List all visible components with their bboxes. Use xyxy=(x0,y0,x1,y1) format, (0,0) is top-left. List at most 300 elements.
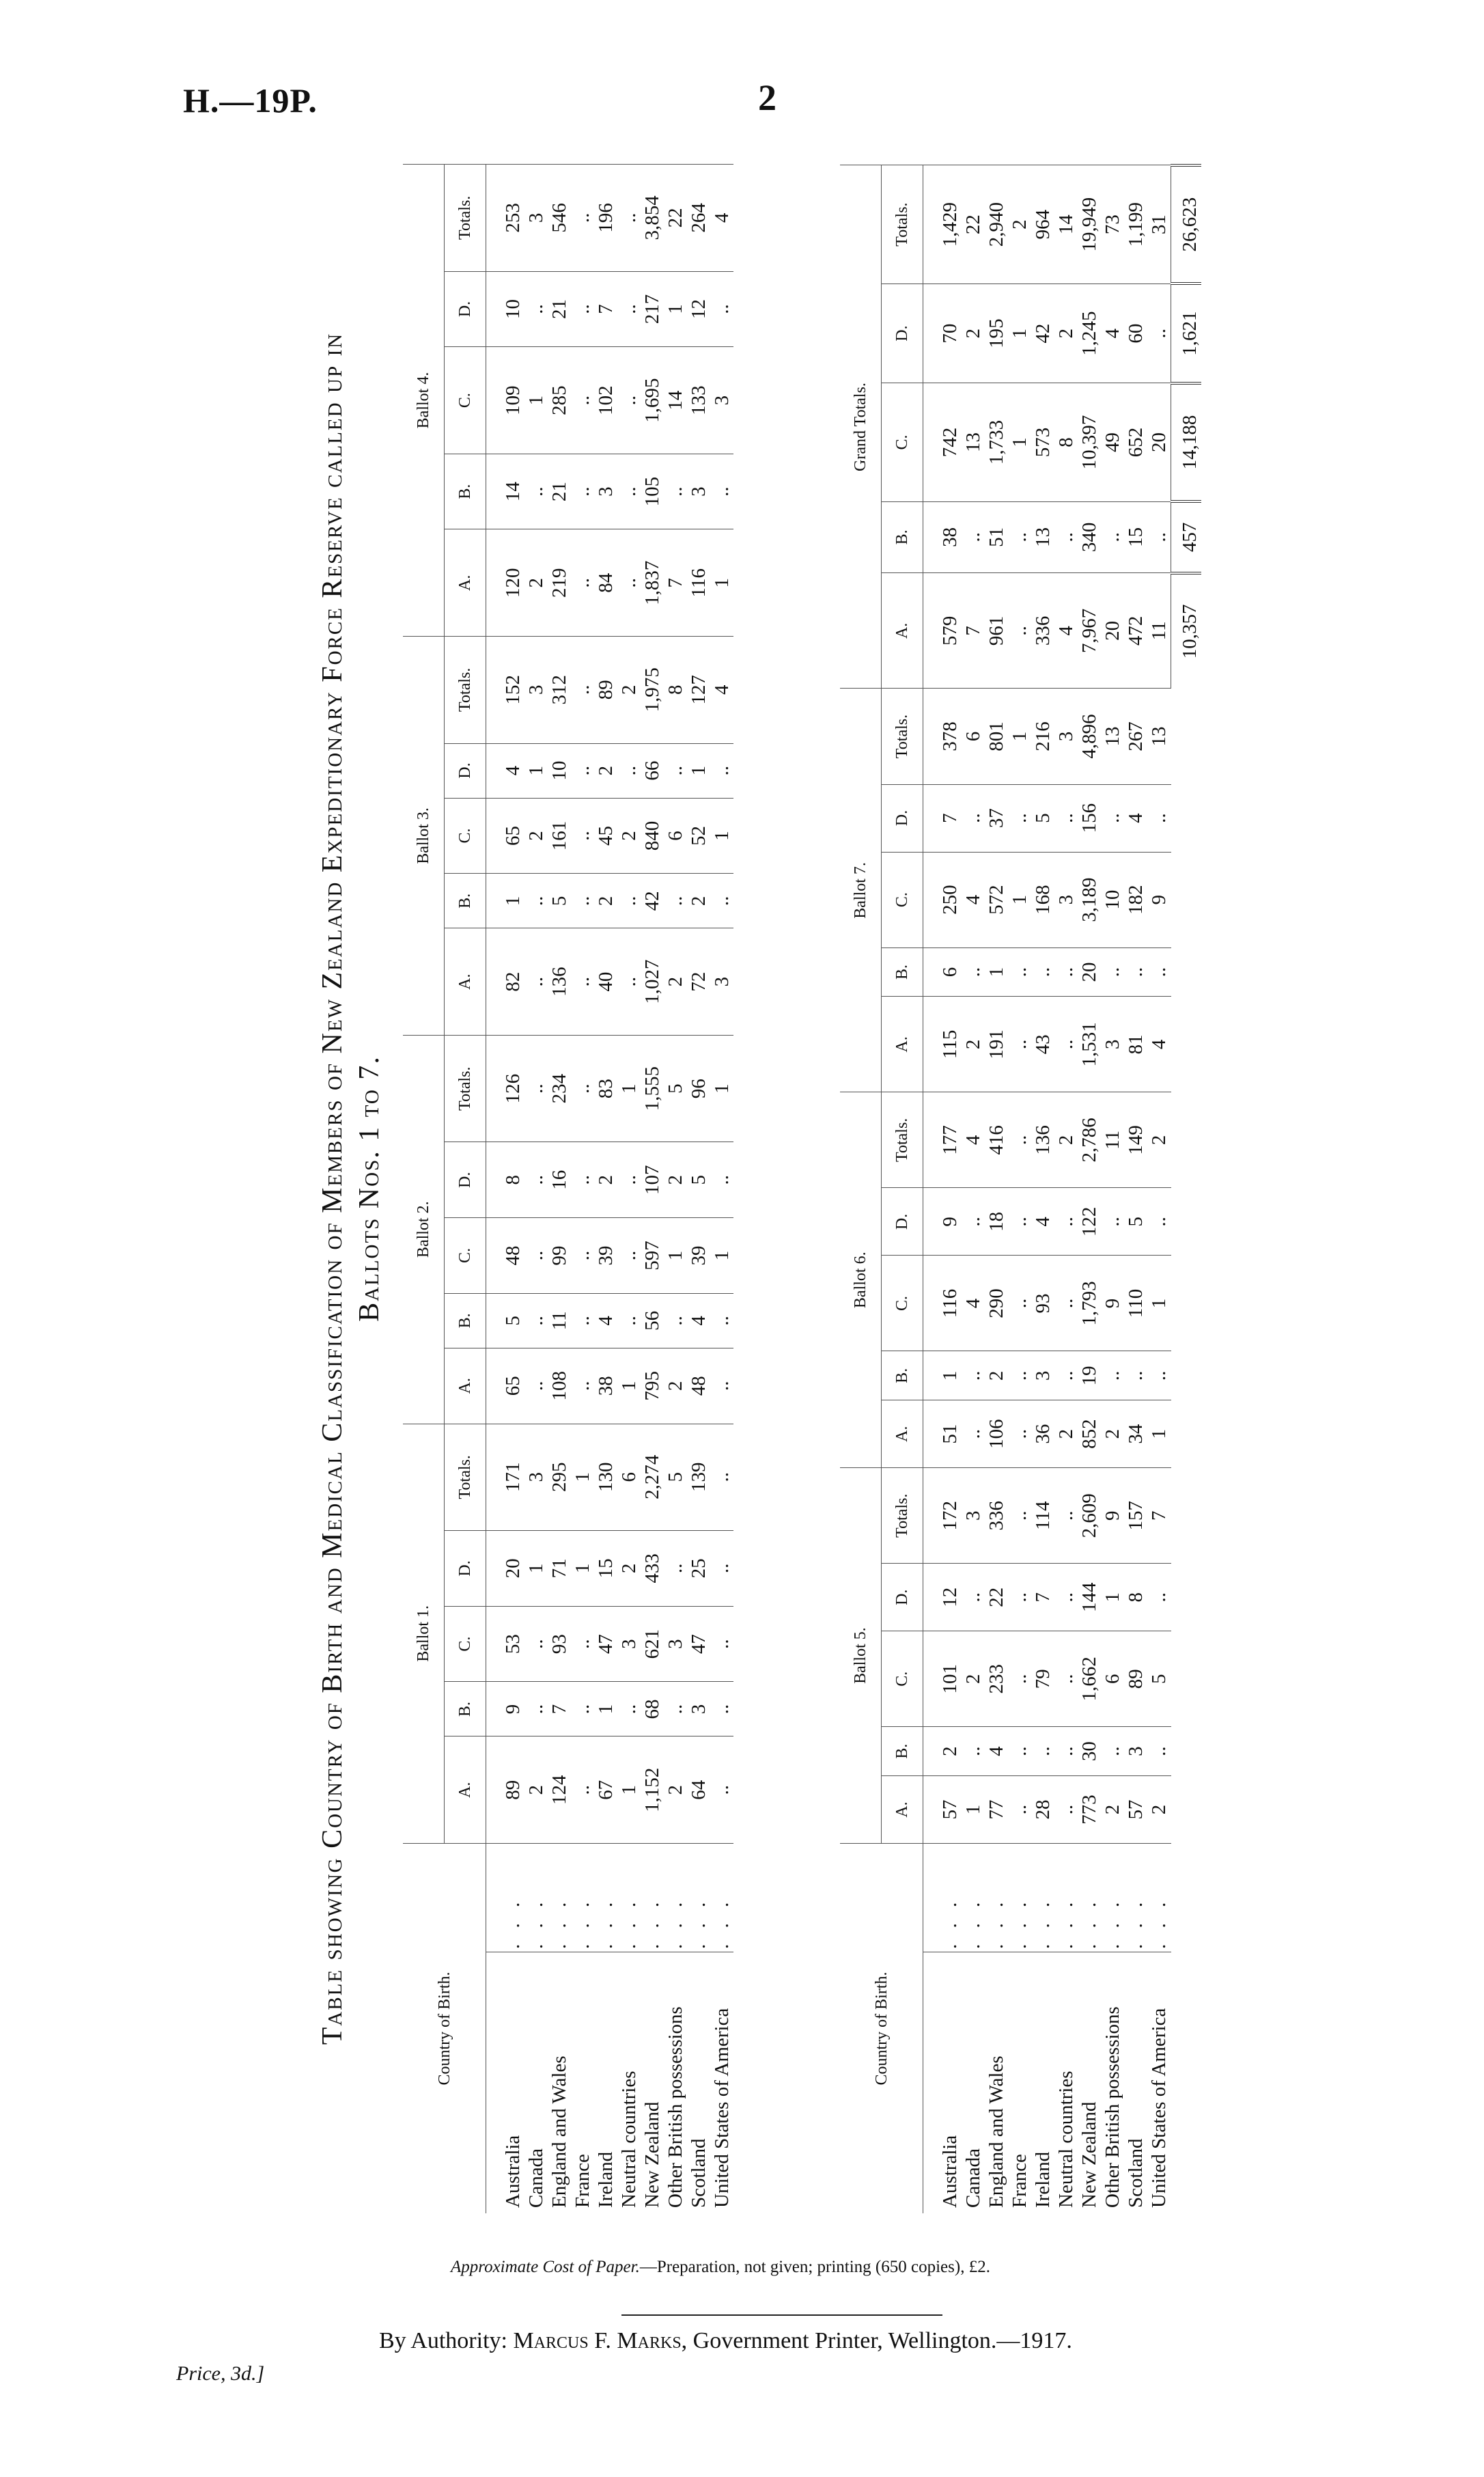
table-cell: 340 xyxy=(1078,501,1101,573)
table-cell: 57 xyxy=(923,1775,962,1843)
table-cell: 82 xyxy=(486,928,525,1036)
table-cell: 168 xyxy=(1031,852,1054,947)
table-cell: 57 xyxy=(1124,1775,1147,1843)
table-cell: 191 xyxy=(985,997,1008,1092)
class-header-a: A. xyxy=(882,997,923,1092)
table-cell: 124 xyxy=(548,1736,571,1844)
table-cell: 2 xyxy=(664,1348,687,1424)
table-cell: 1 xyxy=(1147,1400,1171,1468)
ballot-group-header: Ballot 3. xyxy=(403,637,445,1036)
table-cell: .. xyxy=(1147,947,1171,997)
table-cell: 4 xyxy=(1101,283,1124,383)
table-cell: 2 xyxy=(1054,1400,1078,1468)
leader-dots: . . . xyxy=(1054,1844,1078,1952)
table-cell: .. xyxy=(571,743,594,798)
table-cell: 14 xyxy=(486,454,525,529)
class-header-a: A. xyxy=(445,1348,486,1424)
table-cell: 47 xyxy=(687,1606,710,1682)
table-cell: .. xyxy=(1008,947,1031,997)
leader-dots: . . . xyxy=(1078,1844,1101,1952)
table-row xyxy=(548,165,571,2214)
table-cell: 172 xyxy=(923,1468,962,1564)
table-cell: 20 xyxy=(1078,947,1101,997)
table-cell: 105 xyxy=(641,454,664,529)
table-cell: 2 xyxy=(594,874,617,928)
table-row xyxy=(1078,165,1101,2213)
table-cell: 89 xyxy=(594,637,617,744)
table-cell: 42 xyxy=(1031,283,1054,383)
table-cell: 21 xyxy=(548,454,571,529)
table-cell: 65 xyxy=(486,798,525,874)
table-cell: .. xyxy=(1054,1631,1078,1727)
table-cell: .. xyxy=(1124,1351,1147,1400)
table-cell: .. xyxy=(571,1293,594,1348)
table-cell: 22 xyxy=(962,165,985,283)
leader-dots: . . . xyxy=(1124,1844,1147,1952)
table-cell: 68 xyxy=(641,1682,664,1736)
classification-table-top xyxy=(403,164,733,2213)
table-cell: 79 xyxy=(1031,1631,1054,1727)
leader-dots: . . . xyxy=(1031,1844,1054,1952)
table-cell: 1 xyxy=(1008,852,1031,947)
table-cell: 10 xyxy=(1101,852,1124,947)
table-cell: 8 xyxy=(664,637,687,744)
table-cell: 336 xyxy=(985,1468,1008,1564)
table-cell: 472 xyxy=(1124,573,1147,689)
table-cell: .. xyxy=(524,1035,548,1142)
table-cell: 2,609 xyxy=(1078,1468,1101,1564)
leader-dots: . . . xyxy=(1101,1844,1124,1952)
table-cell: 8 xyxy=(486,1142,525,1218)
table-row xyxy=(1054,165,1078,2213)
table-cell: 5 xyxy=(687,1142,710,1218)
table-cell: 51 xyxy=(923,1400,962,1468)
table-cell: .. xyxy=(1101,1351,1124,1400)
leader-dots: . . . xyxy=(594,1844,617,1952)
rotated-table-area xyxy=(314,164,1270,2213)
table-cell: .. xyxy=(1147,1188,1171,1256)
table-row xyxy=(1101,165,1124,2213)
table-cell: 2,786 xyxy=(1078,1092,1101,1188)
table-cell: 171 xyxy=(486,1424,525,1531)
table-cell: .. xyxy=(1147,1727,1171,1776)
table-row xyxy=(664,165,687,2214)
table-cell: .. xyxy=(710,1348,733,1424)
class-header-a: A. xyxy=(445,529,486,637)
leader-dots: . . . xyxy=(710,1844,733,1952)
table-cell: .. xyxy=(571,271,594,347)
table-cell: 7 xyxy=(594,271,617,347)
table-cell: 18 xyxy=(985,1188,1008,1256)
table-cell: .. xyxy=(1008,1351,1031,1400)
table-cell: 13 xyxy=(1101,689,1124,784)
table-cell: 6 xyxy=(962,689,985,784)
table-cell: 3 xyxy=(617,1606,641,1682)
table-cell: 295 xyxy=(548,1424,571,1531)
table-cell: 45 xyxy=(594,798,617,874)
table-cell: 99 xyxy=(548,1218,571,1294)
table-cell: 64 xyxy=(687,1736,710,1844)
table-cell: 156 xyxy=(1078,784,1101,852)
table-cell: 1 xyxy=(617,1736,641,1844)
authority-suffix: , Government Printer, Wellington.—1917. xyxy=(681,2328,1072,2353)
table-cell: 47 xyxy=(594,1606,617,1682)
table-cell: 10 xyxy=(548,743,571,798)
table-cell: 1 xyxy=(1147,1256,1171,1351)
table-cell: 3 xyxy=(687,454,710,529)
table-cell: 2 xyxy=(664,1142,687,1218)
table-cell: .. xyxy=(524,1218,548,1294)
class-header-d: D. xyxy=(882,283,923,383)
table-block-ballots-5-7 xyxy=(840,164,1201,2213)
country-name: Neutral countries xyxy=(1054,1952,1078,2214)
table-cell: 40 xyxy=(594,928,617,1036)
table-cell: 1 xyxy=(710,798,733,874)
table-cell: .. xyxy=(962,1727,985,1776)
table-cell: 195 xyxy=(985,283,1008,383)
table-cell: 573 xyxy=(1031,383,1054,501)
table-cell: 7 xyxy=(1147,1468,1171,1564)
table-cell: 1 xyxy=(1101,1564,1124,1631)
table-cell: 66 xyxy=(641,743,664,798)
table-cell: 4 xyxy=(710,637,733,744)
table-cell: 1 xyxy=(962,1775,985,1843)
table-cell: 102 xyxy=(594,347,617,454)
class-header-b: B. xyxy=(882,947,923,997)
table-cell: 7 xyxy=(962,573,985,689)
table-cell: 4 xyxy=(710,165,733,272)
table-cell: 233 xyxy=(985,1631,1008,1727)
table-cell: .. xyxy=(1054,501,1078,573)
cost-label: Approximate Cost of Paper. xyxy=(451,2258,640,2276)
table-cell: 1 xyxy=(1008,383,1031,501)
table-cell: .. xyxy=(1054,1256,1078,1351)
table-cell: 1 xyxy=(524,347,548,454)
table-row xyxy=(594,165,617,2214)
table-cell: .. xyxy=(710,743,733,798)
table-cell: .. xyxy=(1008,501,1031,573)
table-cell: 4 xyxy=(962,1256,985,1351)
class-header-d: D. xyxy=(445,1531,486,1607)
table-cell: 3 xyxy=(710,928,733,1036)
leader-dots: . . . xyxy=(687,1844,710,1952)
table-cell: 267 xyxy=(1124,689,1147,784)
table-cell: .. xyxy=(1054,1564,1078,1631)
ballot-group-header: Ballot 7. xyxy=(840,689,882,1092)
table-cell: 110 xyxy=(1124,1256,1147,1351)
country-name: New Zealand xyxy=(1078,1952,1101,2214)
table-cell: 77 xyxy=(985,1775,1008,1843)
table-cell: 2 xyxy=(1101,1400,1124,1468)
table-cell: 39 xyxy=(687,1218,710,1294)
table-cell: .. xyxy=(962,784,985,852)
table-cell: 15 xyxy=(1124,501,1147,573)
table-cell: 4,896 xyxy=(1078,689,1101,784)
grand-total-cell: 14,188 xyxy=(1171,383,1202,501)
table-cell: 264 xyxy=(687,165,710,272)
table-cell: 416 xyxy=(985,1092,1008,1188)
class-header-b: B. xyxy=(882,501,923,573)
table-cell: .. xyxy=(571,1736,594,1844)
table-cell: 3 xyxy=(524,637,548,744)
table-cell: 1 xyxy=(571,1531,594,1607)
class-header-a: A. xyxy=(882,573,923,689)
table-cell: 597 xyxy=(641,1218,664,1294)
table-cell: .. xyxy=(710,1424,733,1531)
table-cell: 15 xyxy=(594,1531,617,1607)
table-cell: 108 xyxy=(548,1348,571,1424)
table-cell: 285 xyxy=(548,347,571,454)
grand-total-row xyxy=(1171,165,1202,2213)
table-cell: 3 xyxy=(664,1606,687,1682)
table-cell: 9 xyxy=(1101,1468,1124,1564)
table-cell: .. xyxy=(962,1564,985,1631)
table-cell: 20 xyxy=(486,1531,525,1607)
table-cell: 49 xyxy=(1101,383,1124,501)
class-header-b: B. xyxy=(882,1727,923,1776)
leader-dots: . . . xyxy=(617,1844,641,1952)
table-cell: .. xyxy=(962,1188,985,1256)
table-cell: 36 xyxy=(1031,1400,1054,1468)
table-cell: 28 xyxy=(1031,1775,1054,1843)
class-header-c: C. xyxy=(445,1606,486,1682)
table-cell: 840 xyxy=(641,798,664,874)
table-row xyxy=(524,165,548,2214)
table-cell: 1,245 xyxy=(1078,283,1101,383)
table-cell: 38 xyxy=(923,501,962,573)
table-cell: 2 xyxy=(594,743,617,798)
table-cell: 115 xyxy=(923,997,962,1092)
table-cell: .. xyxy=(710,1293,733,1348)
table-cell: 1 xyxy=(1008,283,1031,383)
table-cell: 21 xyxy=(548,271,571,347)
table-cell: 136 xyxy=(1031,1092,1054,1188)
table-cell: 964 xyxy=(1031,165,1054,283)
table-cell: .. xyxy=(617,165,641,272)
table-cell: .. xyxy=(1054,1188,1078,1256)
leader-dots: . . . xyxy=(664,1844,687,1952)
table-row xyxy=(617,165,641,2214)
table-cell: 2 xyxy=(664,1736,687,1844)
table-cell: 71 xyxy=(548,1531,571,1607)
table-cell: 234 xyxy=(548,1035,571,1142)
table-cell: .. xyxy=(1008,1727,1031,1776)
table-cell: .. xyxy=(1008,1564,1031,1631)
table-cell: 52 xyxy=(687,798,710,874)
ballot-group-header: Ballot 6. xyxy=(840,1092,882,1468)
class-header-totals: Totals. xyxy=(882,1468,923,1564)
class-header-d: D. xyxy=(882,784,923,852)
class-header-totals: Totals. xyxy=(445,165,486,272)
table-cell: 93 xyxy=(548,1606,571,1682)
country-name: Ireland xyxy=(594,1952,617,2214)
table-cell: 1,555 xyxy=(641,1035,664,1142)
table-cell: 11 xyxy=(548,1293,571,1348)
table-cell: .. xyxy=(1147,784,1171,852)
table-cell: .. xyxy=(1008,1256,1031,1351)
class-header-c: C. xyxy=(445,347,486,454)
table-cell: .. xyxy=(1054,997,1078,1092)
table-cell: 96 xyxy=(687,1035,710,1142)
table-cell: 13 xyxy=(962,383,985,501)
table-cell: 4 xyxy=(486,743,525,798)
table-cell: 4 xyxy=(687,1293,710,1348)
table-cell: 217 xyxy=(641,271,664,347)
table-cell: 1 xyxy=(710,1218,733,1294)
class-header-b: B. xyxy=(882,1351,923,1400)
table-cell: 290 xyxy=(985,1256,1008,1351)
table-cell: .. xyxy=(524,1682,548,1736)
table-cell: 65 xyxy=(486,1348,525,1424)
table-cell: 1 xyxy=(524,1531,548,1607)
table-cell: 2 xyxy=(962,283,985,383)
table-cell: 136 xyxy=(548,928,571,1036)
table-cell: 1,531 xyxy=(1078,997,1101,1092)
table-cell: 22 xyxy=(985,1564,1008,1631)
class-header-totals: Totals. xyxy=(882,689,923,784)
table-cell: 5 xyxy=(664,1035,687,1142)
table-cell: 7,967 xyxy=(1078,573,1101,689)
leader-dots: . . . xyxy=(985,1844,1008,1952)
table-cell: 1 xyxy=(486,874,525,928)
country-name: England and Wales xyxy=(985,1952,1008,2214)
table-cell: 106 xyxy=(985,1400,1008,1468)
table-cell: 2 xyxy=(1054,1092,1078,1188)
leader-dots: . . . xyxy=(923,1844,962,1952)
table-cell: .. xyxy=(710,454,733,529)
table-cell: 70 xyxy=(923,283,962,383)
table-cell: 182 xyxy=(1124,852,1147,947)
table-cell: 3,189 xyxy=(1078,852,1101,947)
classification-table-bottom xyxy=(840,164,1201,2213)
country-name: France xyxy=(571,1952,594,2214)
table-cell: .. xyxy=(710,1142,733,1218)
table-cell: 7 xyxy=(923,784,962,852)
table-cell: .. xyxy=(1124,947,1147,997)
table-cell: .. xyxy=(664,874,687,928)
table-cell: .. xyxy=(617,529,641,637)
table-cell: 1,695 xyxy=(641,347,664,454)
totals-filler xyxy=(1171,689,1202,2213)
table-cell: 579 xyxy=(923,573,962,689)
table-cell: .. xyxy=(571,1606,594,1682)
table-cell: 127 xyxy=(687,637,710,744)
class-header-totals: Totals. xyxy=(882,1092,923,1188)
grand-total-cell: 457 xyxy=(1171,501,1202,573)
class-header-totals: Totals. xyxy=(445,637,486,744)
table-cell: 1 xyxy=(687,743,710,798)
table-cell: 1 xyxy=(923,1351,962,1400)
table-cell: .. xyxy=(617,1682,641,1736)
footer-rule xyxy=(621,2314,942,2316)
table-cell: 116 xyxy=(923,1256,962,1351)
table-cell: 53 xyxy=(486,1606,525,1682)
table-cell: 9 xyxy=(1101,1256,1124,1351)
country-of-birth-header: Country of Birth. xyxy=(403,1844,486,2214)
class-header-c: C. xyxy=(882,852,923,947)
table-cell: .. xyxy=(664,454,687,529)
table-cell: 133 xyxy=(687,347,710,454)
table-cell: 107 xyxy=(641,1142,664,1218)
table-cell: 38 xyxy=(594,1348,617,1424)
class-header-c: C. xyxy=(882,383,923,501)
table-cell: 72 xyxy=(687,928,710,1036)
table-cell: .. xyxy=(617,1293,641,1348)
table-cell: .. xyxy=(1008,1092,1031,1188)
table-cell: 1 xyxy=(664,271,687,347)
table-cell: .. xyxy=(1101,947,1124,997)
authority-line xyxy=(379,2328,1072,2354)
leader-dots: . . . xyxy=(641,1844,664,1952)
table-cell: 1,429 xyxy=(923,165,962,283)
table-cell: 1 xyxy=(617,1348,641,1424)
country-name: Other British possessions xyxy=(664,1952,687,2214)
table-cell: 161 xyxy=(548,798,571,874)
table-cell: .. xyxy=(571,1142,594,1218)
table-cell: .. xyxy=(617,1218,641,1294)
table-cell: .. xyxy=(710,1736,733,1844)
table-cell: .. xyxy=(571,347,594,454)
table-cell: .. xyxy=(710,1531,733,1607)
cost-text: —Preparation, not given; printing (650 copies), £2. xyxy=(639,2258,990,2276)
table-cell: .. xyxy=(962,947,985,997)
grand-total-cell: 10,357 xyxy=(1171,573,1202,689)
table-cell: 19,949 xyxy=(1078,165,1101,283)
table-cell: .. xyxy=(1101,1727,1124,1776)
table-cell: .. xyxy=(1008,997,1031,1092)
table-cell: .. xyxy=(1008,1631,1031,1727)
table-cell: .. xyxy=(617,743,641,798)
table-cell: .. xyxy=(664,1682,687,1736)
table-cell: 4 xyxy=(1124,784,1147,852)
table-cell: 139 xyxy=(687,1424,710,1531)
table-row xyxy=(710,165,733,2214)
country-name: United States of America xyxy=(1147,1952,1171,2214)
table-cell: 10,397 xyxy=(1078,383,1101,501)
table-cell: 120 xyxy=(486,529,525,637)
table-cell: 101 xyxy=(923,1631,962,1727)
table-cell: 196 xyxy=(594,165,617,272)
table-cell: 126 xyxy=(486,1035,525,1142)
table-cell: .. xyxy=(1101,1188,1124,1256)
class-header-d: D. xyxy=(882,1188,923,1256)
class-header-d: D. xyxy=(445,743,486,798)
table-cell: 5 xyxy=(486,1293,525,1348)
class-header-totals: Totals. xyxy=(445,1424,486,1531)
table-cell: 3 xyxy=(1101,997,1124,1092)
table-cell: 336 xyxy=(1031,573,1054,689)
table-cell: 2 xyxy=(1147,1092,1171,1188)
table-cell: 3 xyxy=(1054,852,1078,947)
table-cell: .. xyxy=(664,1293,687,1348)
table-cell: 5 xyxy=(664,1424,687,1531)
table-cell: .. xyxy=(524,928,548,1036)
table-cell: 621 xyxy=(641,1606,664,1682)
class-header-d: D. xyxy=(445,271,486,347)
table-cell: .. xyxy=(617,454,641,529)
table-cell: 2 xyxy=(962,1631,985,1727)
table-row xyxy=(1124,165,1147,2213)
class-header-d: D. xyxy=(445,1142,486,1218)
table-cell: .. xyxy=(1008,1468,1031,1564)
leader-dots: . . . xyxy=(524,1844,548,1952)
table-cell: 1,199 xyxy=(1124,165,1147,283)
table-cell: 1,975 xyxy=(641,637,664,744)
table-cell: .. xyxy=(571,1348,594,1424)
table-cell: 1 xyxy=(985,947,1008,997)
class-header-b: B. xyxy=(445,1293,486,1348)
table-cell: 4 xyxy=(1054,573,1078,689)
